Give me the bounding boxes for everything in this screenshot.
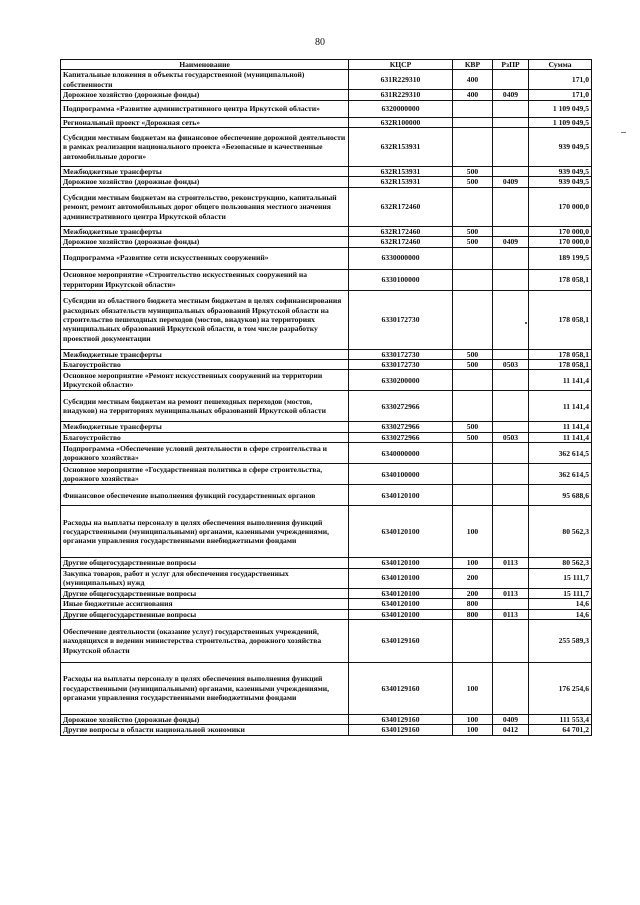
cell-kvr: 500	[453, 360, 493, 370]
cell-name: Благоустройство	[61, 360, 349, 370]
cell-rzpr	[493, 370, 529, 391]
cell-name: Расходы на выплаты персоналу в целях обеспечения выполнения функций государственными (муниципальными) органами, казенными учреждениями, органами управления государственными внебюджетными фондами	[61, 662, 349, 714]
cell-name: Межбюджетные трансферты	[61, 349, 349, 359]
cell-kcsr: 632R172460	[349, 187, 453, 226]
cell-kcsr: 6330272966	[349, 391, 453, 422]
cell-sum: 189 199,5	[529, 247, 592, 269]
cell-rzpr	[493, 464, 529, 485]
cell-kvr: 500	[453, 422, 493, 432]
cell-sum: 176 254,6	[529, 662, 592, 714]
cell-kvr: 400	[453, 90, 493, 100]
cell-name: Закупка товаров, работ и услуг для обеспечения государственных (муниципальных) нужд	[61, 568, 349, 588]
table-row	[61, 247, 592, 269]
cell-kcsr: 6330100000	[349, 269, 453, 290]
cell-rzpr	[493, 187, 529, 226]
cell-name: Дорожное хозяйство (дорожные фонды)	[61, 90, 349, 100]
cell-kvr: 100	[453, 662, 493, 714]
table-row	[61, 725, 592, 735]
cell-name: Другие общегосударственные вопросы	[61, 588, 349, 598]
cell-kvr: 100	[453, 725, 493, 735]
cell-rzpr	[493, 226, 529, 236]
page-number: 80	[315, 37, 325, 48]
cell-kcsr: 6340129160	[349, 662, 453, 714]
cell-sum: 939 049,5	[529, 177, 592, 187]
cell-kvr	[453, 128, 493, 167]
table-row	[61, 391, 592, 422]
table-row	[61, 90, 592, 100]
cell-rzpr	[493, 619, 529, 662]
cell-name: Подпрограмма «Развитие административного центра Иркутской области»	[61, 100, 349, 117]
cell-kcsr: 632R153931	[349, 128, 453, 167]
cell-sum: 111 553,4	[529, 714, 592, 724]
cell-name: Субсидии местным бюджетам на строительство, реконструкцию, капитальный ремонт, ремонт автомобильных дорог общего пользования местного значения административного центра Иркутской области	[61, 187, 349, 226]
cell-name: Иные бюджетные ассигнования	[61, 599, 349, 609]
cell-rzpr	[493, 290, 529, 349]
cell-sum: 178 058,1	[529, 290, 592, 349]
cell-name: Основное мероприятие «Государственная политика в сфере строительства, дорожного хозяйства»	[61, 464, 349, 485]
cell-kvr	[453, 370, 493, 391]
table-row	[61, 70, 592, 90]
cell-kvr	[453, 187, 493, 226]
budget-table	[60, 59, 592, 736]
table-row	[61, 269, 592, 290]
cell-name: Субсидии из областного бюджета местным бюджетам в целях софинансирования расходных обязательств муниципальных образований Иркутской области на строительство пешеходных переходов (мостов, виадуков) на территориях муниципальных образований Иркутской области, в том числе разработку проектной документации	[61, 290, 349, 349]
cell-sum: 95 688,6	[529, 485, 592, 506]
cell-name: Межбюджетные трансферты	[61, 422, 349, 432]
cell-name: Основное мероприятие «Строительство искусственных сооружений на территории Иркутской области»	[61, 269, 349, 290]
cell-kvr: 400	[453, 70, 493, 90]
cell-rzpr	[493, 269, 529, 290]
table-row	[61, 177, 592, 187]
cell-kcsr: 6340100000	[349, 464, 453, 485]
cell-kcsr: 6340120100	[349, 485, 453, 506]
table-row	[61, 599, 592, 609]
cell-rzpr: 0409	[493, 714, 529, 724]
table-row	[61, 349, 592, 359]
cell-kvr: 500	[453, 167, 493, 177]
table-row	[61, 714, 592, 724]
cell-rzpr: 0409	[493, 177, 529, 187]
cell-name: Региональный проект «Дорожная сеть»	[61, 117, 349, 127]
cell-sum: 939 049,5	[529, 167, 592, 177]
cell-kvr	[453, 464, 493, 485]
table-row	[61, 117, 592, 127]
table-header-row	[61, 60, 592, 70]
table-row	[61, 558, 592, 568]
cell-name: Благоустройство	[61, 432, 349, 442]
cell-kcsr: 6330272966	[349, 432, 453, 442]
cell-name: Основное мероприятие «Ремонт искусственных сооружений на территории Иркутской области»	[61, 370, 349, 391]
column-header-kcsr: КЦСР	[349, 60, 453, 70]
cell-kcsr: 6340120100	[349, 568, 453, 588]
cell-rzpr	[493, 100, 529, 117]
cell-rzpr	[493, 167, 529, 177]
cell-kcsr: 6340000000	[349, 443, 453, 464]
cell-kcsr: 6330172730	[349, 290, 453, 349]
cell-rzpr	[493, 247, 529, 269]
cell-sum: 14,6	[529, 609, 592, 619]
cell-rzpr: 0503	[493, 360, 529, 370]
cell-sum: 362 614,5	[529, 443, 592, 464]
cell-name: Другие общегосударственные вопросы	[61, 609, 349, 619]
cell-kcsr: 632R172460	[349, 226, 453, 236]
cell-rzpr	[493, 662, 529, 714]
margin-mark	[621, 132, 626, 133]
cell-kvr: 500	[453, 226, 493, 236]
cell-kcsr: 631R229310	[349, 90, 453, 100]
table-row	[61, 226, 592, 236]
table-row	[61, 662, 592, 714]
cell-rzpr: 0409	[493, 90, 529, 100]
cell-sum: 80 562,3	[529, 558, 592, 568]
cell-sum: 14,6	[529, 599, 592, 609]
table-row	[61, 568, 592, 588]
column-header-rzpr: РзПР	[493, 60, 529, 70]
cell-name: Межбюджетные трансферты	[61, 226, 349, 236]
cell-kvr	[453, 485, 493, 506]
cell-kcsr: 6340129160	[349, 725, 453, 735]
cell-kvr: 200	[453, 588, 493, 598]
cell-sum: 1 109 049,5	[529, 100, 592, 117]
cell-rzpr	[493, 506, 529, 558]
table-row	[61, 100, 592, 117]
table-row	[61, 237, 592, 247]
cell-kcsr: 6340120100	[349, 609, 453, 619]
table-row	[61, 370, 592, 391]
cell-kcsr: 632R100000	[349, 117, 453, 127]
column-header-name: Наименование	[61, 60, 349, 70]
cell-kvr	[453, 391, 493, 422]
cell-name: Субсидии местным бюджетам на финансовое обеспечение дорожной деятельности в рамках реализации национального проекта «Безопасные и качественные автомобильные дороги»	[61, 128, 349, 167]
cell-rzpr	[493, 485, 529, 506]
cell-kvr: 500	[453, 177, 493, 187]
cell-kvr: 800	[453, 599, 493, 609]
cell-kcsr: 6340129160	[349, 714, 453, 724]
cell-rzpr: 0113	[493, 558, 529, 568]
cell-rzpr	[493, 568, 529, 588]
cell-rzpr	[493, 599, 529, 609]
table-row	[61, 506, 592, 558]
cell-kcsr: 6340120100	[349, 506, 453, 558]
cell-sum: 15 111,7	[529, 588, 592, 598]
cell-sum: 11 141,4	[529, 422, 592, 432]
cell-sum: 178 058,1	[529, 360, 592, 370]
cell-sum: 171,0	[529, 70, 592, 90]
table-row	[61, 485, 592, 506]
cell-kcsr: 6340120100	[349, 588, 453, 598]
cell-kcsr: 632R153931	[349, 177, 453, 187]
cell-kvr: 500	[453, 237, 493, 247]
table-row	[61, 588, 592, 598]
cell-kcsr: 6330272966	[349, 422, 453, 432]
cell-kcsr: 6340120100	[349, 558, 453, 568]
cell-rzpr: 0113	[493, 588, 529, 598]
cell-kcsr: 6330172730	[349, 360, 453, 370]
table-row	[61, 464, 592, 485]
cell-rzpr	[493, 391, 529, 422]
cell-kvr: 100	[453, 558, 493, 568]
table-row	[61, 360, 592, 370]
cell-kcsr: 632R153931	[349, 167, 453, 177]
cell-sum: 64 701,2	[529, 725, 592, 735]
cell-sum: 178 058,1	[529, 269, 592, 290]
cell-kvr: 800	[453, 609, 493, 619]
scan-speck	[525, 322, 527, 324]
cell-name: Дорожное хозяйство (дорожные фонды)	[61, 177, 349, 187]
table-row	[61, 422, 592, 432]
cell-sum: 11 141,4	[529, 391, 592, 422]
cell-name: Дорожное хозяйство (дорожные фонды)	[61, 237, 349, 247]
cell-kvr: 200	[453, 568, 493, 588]
cell-sum: 170 000,0	[529, 237, 592, 247]
cell-kvr	[453, 247, 493, 269]
cell-name: Другие вопросы в области национальной экономики	[61, 725, 349, 735]
column-header-sum: Сумма	[529, 60, 592, 70]
cell-name: Подпрограмма «Обеспечение условий деятельности в сфере строительства и дорожного хозяйства»	[61, 443, 349, 464]
cell-kvr: 100	[453, 506, 493, 558]
cell-name: Субсидии местным бюджетам на ремонт пешеходных переходов (мостов, виадуков) на территориях муниципальных образований Иркутской области	[61, 391, 349, 422]
cell-kvr	[453, 619, 493, 662]
table-row	[61, 443, 592, 464]
cell-kvr: 500	[453, 432, 493, 442]
cell-kvr	[453, 100, 493, 117]
cell-kcsr: 632R172460	[349, 237, 453, 247]
cell-kcsr: 6340120100	[349, 599, 453, 609]
cell-kcsr: 6340129160	[349, 619, 453, 662]
cell-name: Расходы на выплаты персоналу в целях обеспечения выполнения функций государственными (муниципальными) органами, казенными учреждениями, органами управления государственными внебюджетными фондами	[61, 506, 349, 558]
cell-rzpr	[493, 349, 529, 359]
cell-kcsr: 6330200000	[349, 370, 453, 391]
cell-rzpr	[493, 128, 529, 167]
cell-rzpr	[493, 422, 529, 432]
table-row	[61, 609, 592, 619]
cell-sum: 1 109 049,5	[529, 117, 592, 127]
cell-sum: 939 049,5	[529, 128, 592, 167]
cell-kcsr: 631R229310	[349, 70, 453, 90]
cell-sum: 178 058,1	[529, 349, 592, 359]
cell-rzpr: 0113	[493, 609, 529, 619]
cell-sum: 80 562,3	[529, 506, 592, 558]
cell-name: Подпрограмма «Развитие сети искусственных сооружений»	[61, 247, 349, 269]
cell-name: Другие общегосударственные вопросы	[61, 558, 349, 568]
cell-kcsr: 6330000000	[349, 247, 453, 269]
cell-rzpr	[493, 70, 529, 90]
table-row	[61, 290, 592, 349]
cell-sum: 11 141,4	[529, 370, 592, 391]
cell-kcsr: 6320000000	[349, 100, 453, 117]
cell-sum: 11 141,4	[529, 432, 592, 442]
cell-rzpr: 0409	[493, 237, 529, 247]
cell-name: Дорожное хозяйство (дорожные фонды)	[61, 714, 349, 724]
column-header-kvr: КВР	[453, 60, 493, 70]
cell-name: Межбюджетные трансферты	[61, 167, 349, 177]
cell-rzpr	[493, 117, 529, 127]
cell-sum: 362 614,5	[529, 464, 592, 485]
cell-sum: 171,0	[529, 90, 592, 100]
cell-rzpr: 0503	[493, 432, 529, 442]
table-row	[61, 432, 592, 442]
cell-kvr	[453, 290, 493, 349]
cell-kvr	[453, 117, 493, 127]
cell-name: Капитальные вложения в объекты государственной (муниципальной) собственности	[61, 70, 349, 90]
cell-name: Обеспечение деятельности (оказание услуг) государственных учреждений, находящихся в ведении министерства строительства, дорожного хозяйства Иркутской области	[61, 619, 349, 662]
table-row	[61, 187, 592, 226]
table-row	[61, 167, 592, 177]
cell-kcsr: 6330172730	[349, 349, 453, 359]
cell-sum: 15 111,7	[529, 568, 592, 588]
cell-sum: 170 000,0	[529, 187, 592, 226]
cell-kvr	[453, 269, 493, 290]
cell-kvr: 100	[453, 714, 493, 724]
table-row	[61, 128, 592, 167]
cell-rzpr	[493, 443, 529, 464]
cell-rzpr: 0412	[493, 725, 529, 735]
cell-sum: 170 000,0	[529, 226, 592, 236]
table-row	[61, 619, 592, 662]
cell-kvr: 500	[453, 349, 493, 359]
cell-kvr	[453, 443, 493, 464]
cell-sum: 255 589,3	[529, 619, 592, 662]
cell-name: Финансовое обеспечение выполнения функций государственных органов	[61, 485, 349, 506]
